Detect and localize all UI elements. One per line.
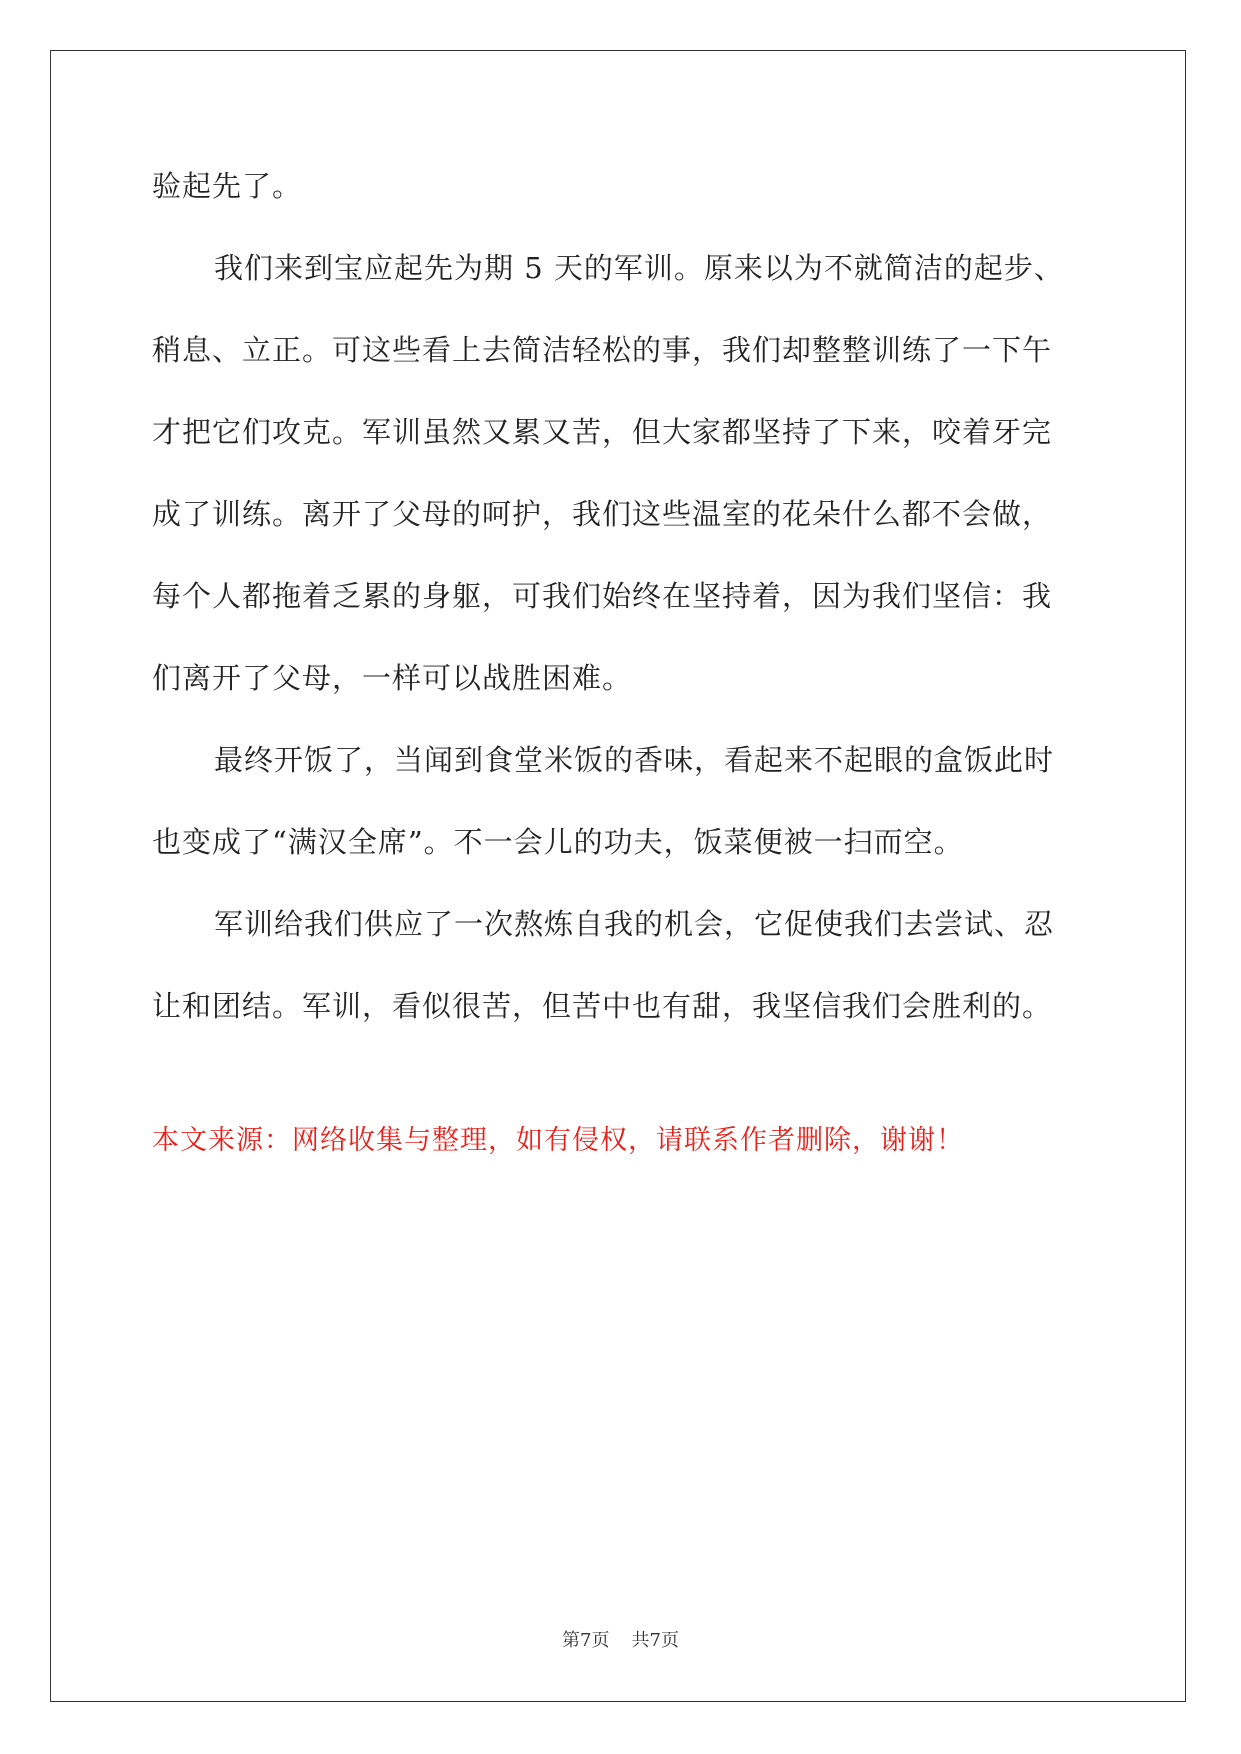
document-body — [152, 145, 1088, 1171]
page-number: 第7页 — [562, 1630, 610, 1651]
text-line: 最终开饭了，当闻到食堂米饭的香味，看起来不起眼的盒饭此时 — [214, 743, 1055, 777]
page-footer — [0, 1626, 1241, 1652]
text-line: 稍息、立正。可这些看上去简洁轻松的事，我们却整整训练了一下午 — [152, 333, 1053, 367]
source-note: 本文来源：网络收集与整理，如有侵权，请联系作者删除，谢谢！ — [152, 1125, 964, 1156]
text-line: 军训给我们供应了一次熬炼自我的机会，它促使我们去尝试、忍 — [214, 907, 1055, 941]
text-line: 验起先了。 — [152, 169, 303, 203]
text-line: 才把它们攻克。军训虽然又累又苦，但大家都坚持了下来，咬着牙完 — [152, 415, 1053, 449]
spacer — [152, 1047, 1088, 1111]
text-line: 每个人都拖着乏累的身躯，可我们始终在坚持着，因为我们坚信：我 — [152, 579, 1053, 613]
text-line: 们离开了父母，一样可以战胜困难。 — [152, 661, 633, 695]
text-line: 让和团结。军训，看似很苦，但苦中也有甜，我坚信我们会胜利的。 — [152, 989, 1053, 1023]
page-total: 共7页 — [631, 1630, 679, 1651]
text-line: 也变成了“满汉全席”。不一会儿的功夫，饭菜便被一扫而空。 — [152, 825, 964, 859]
text-line: 我们来到宝应起先为期 5 天的军训。原来以为不就简洁的起步、 — [214, 251, 1064, 285]
text-line: 成了训练。离开了父母的呵护，我们这些温室的花朵什么都不会做， — [152, 497, 1053, 531]
